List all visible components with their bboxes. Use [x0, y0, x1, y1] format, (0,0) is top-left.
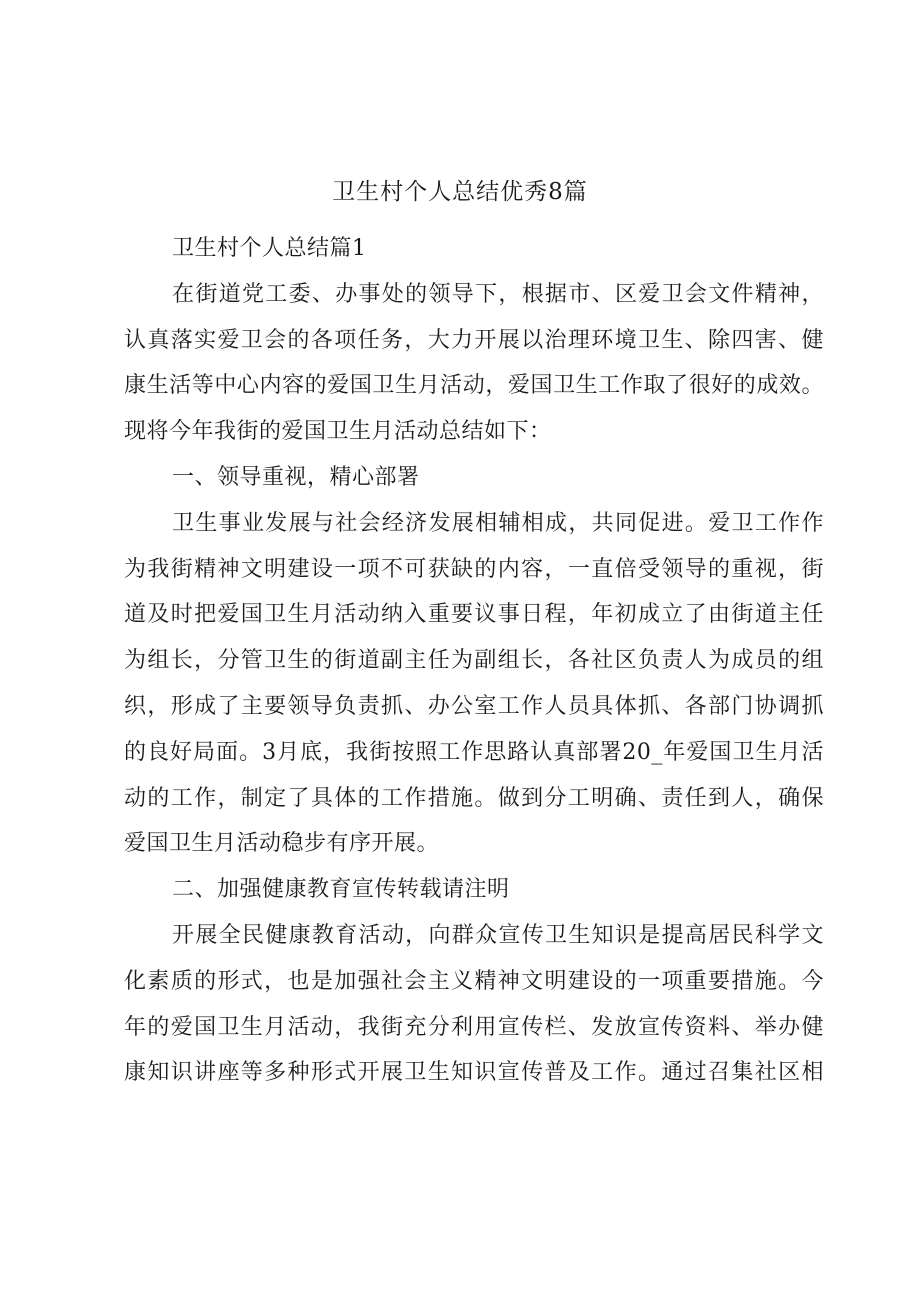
paragraph-line: 的良好局面。3月底，我街按照工作思路认真部署20_年爱国卫生月活: [124, 739, 824, 765]
section-heading: 一、领导重视，精心部署: [172, 464, 420, 490]
paragraph-line: 爱国卫生月活动稳步有序开展。: [124, 831, 440, 857]
paragraph-line: 认真落实爱卫会的各项任务，大力开展以治理环境卫生、除四害、健: [124, 327, 824, 353]
paragraph-line: 开展全民健康教育活动，向群众宣传卫生知识是提高居民科学文: [172, 922, 824, 948]
section-heading: 卫生村个人总结篇1: [172, 236, 367, 261]
paragraph-line: 为组长，分管卫生的街道副主任为副组长，各社区负责人为成员的组: [124, 648, 824, 674]
paragraph-line: 化素质的形式，也是加强社会主义精神文明建设的一项重要措施。今: [124, 968, 824, 994]
paragraph-line: 康知识讲座等多种形式开展卫生知识宣传普及工作。通过召集社区相: [124, 1060, 824, 1086]
section-heading: 二、加强健康教育宣传转载请注明: [172, 877, 510, 903]
paragraph-line: 道及时把爱国卫生月活动纳入重要议事日程，年初成立了由街道主任: [124, 602, 824, 628]
paragraph-line: 现将今年我街的爱国卫生月活动总结如下：: [124, 419, 552, 445]
document-body: [124, 226, 824, 1096]
paragraph-line: 卫生事业发展与社会经济发展相辅相成，共同促进。爱卫工作作: [172, 510, 824, 536]
paragraph-line: 康生活等中心内容的爱国卫生月活动，爱国卫生工作取了很好的成效。: [124, 373, 824, 399]
paragraph-line: 动的工作，制定了具体的工作措施。做到分工明确、责任到人，确保: [124, 785, 824, 811]
paragraph-line: 织，形成了主要领导负责抓、办公室工作人员具体抓、各部门协调抓: [124, 693, 824, 719]
paragraph-line: 在街道党工委、办事处的领导下，根据市、区爱卫会文件精神，: [172, 281, 824, 307]
paragraph-line: 为我街精神文明建设一项不可获缺的内容，一直倍受领导的重视，街: [124, 556, 824, 582]
paragraph-line: 年的爱国卫生月活动，我街充分利用宣传栏、发放宣传资料、举办健: [124, 1014, 824, 1040]
document-title: 卫生村个人总结优秀8篇: [332, 179, 588, 205]
